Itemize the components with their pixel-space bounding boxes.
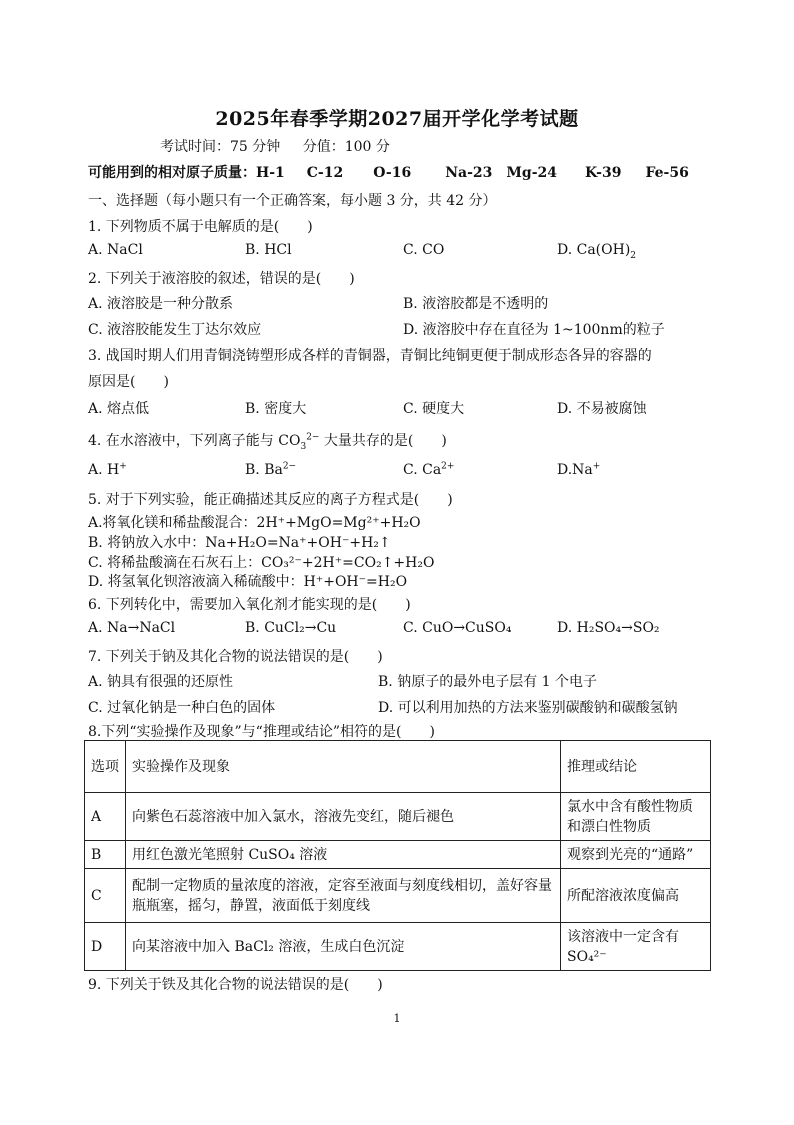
atomic-mass-na: Na-23 bbox=[445, 165, 493, 181]
section-heading: 一、选择题（每小题只有一个正确答案，每小题 3 分，共 42 分） bbox=[88, 193, 497, 209]
q4-option-a-text: A. H bbox=[88, 462, 120, 478]
q4-option-b bbox=[245, 462, 296, 478]
q4-stem-pre: 4. 在水溶液中，下列离子能与 CO bbox=[88, 433, 301, 449]
q2-option-c: C. 液溶胶能发生丁达尔效应 bbox=[88, 322, 262, 338]
q8-stem: 8.下列“实验操作及现象”与“推理或结论”相符的是( ) bbox=[88, 724, 435, 740]
row-option: C bbox=[85, 869, 126, 923]
atomic-mass-o: O-16 bbox=[373, 165, 412, 181]
table-row bbox=[85, 923, 711, 971]
q4-option-b-sup: 2− bbox=[282, 461, 297, 472]
header-operation: 实验操作及现象 bbox=[126, 741, 561, 793]
table-header-row bbox=[85, 741, 711, 793]
q5-option-c: C. 将稀盐酸滴在石灰石上：CO₃²⁻+2H⁺=CO₂↑+H₂O bbox=[88, 555, 435, 571]
atomic-mass-mg: Mg-24 bbox=[506, 165, 557, 181]
q4-option-c-text: C. Ca bbox=[403, 462, 442, 478]
q5-option-a: A.将氧化镁和稀盐酸混合：2H⁺+MgO=Mg²⁺+H₂O bbox=[88, 515, 421, 531]
exam-info bbox=[160, 136, 408, 156]
q1-option-d bbox=[557, 242, 637, 261]
q5-stem: 5. 对于下列实验，能正确描述其反应的离子方程式是( ) bbox=[88, 492, 453, 508]
exam-title: 2025年春季学期2027届开学化学考试题 bbox=[215, 108, 579, 130]
atomic-mass-h: H-1 bbox=[256, 165, 285, 181]
q4-stem bbox=[88, 430, 447, 450]
q1-option-d-text: D. Ca(OH) bbox=[557, 242, 631, 258]
q4-option-c bbox=[403, 462, 454, 478]
row-operation: 向紫色石蕊溶液中加入氯水，溶液先变红，随后褪色 bbox=[126, 793, 561, 841]
q5-option-b: B. 将钠放入水中：Na+H₂O=Na⁺+OH⁻+H₂↑ bbox=[88, 535, 391, 551]
row-option: B bbox=[85, 841, 126, 869]
row-conclusion: 该溶液中一定含有 SO₄²⁻ bbox=[561, 923, 711, 971]
header-option: 选项 bbox=[85, 741, 126, 793]
q7-option-b: B. 钠原子的最外电子层有 1 个电子 bbox=[378, 674, 597, 690]
q4-option-b-text: B. Ba bbox=[245, 462, 283, 478]
q2-option-a: A. 液溶胶是一种分散系 bbox=[88, 296, 234, 312]
q4-stem-post: 大量共存的是( ) bbox=[319, 433, 447, 449]
q2-option-b: B. 液溶胶都是不透明的 bbox=[403, 296, 549, 312]
atomic-mass-c: C-12 bbox=[306, 165, 344, 181]
row-conclusion: 氯水中含有酸性物质和漂白性物质 bbox=[561, 793, 711, 841]
q6-stem: 6. 下列转化中，需要加入氧化剂才能实现的是( ) bbox=[88, 597, 411, 613]
q4-option-d bbox=[557, 462, 600, 478]
exam-score: 分值：100 分 bbox=[302, 139, 390, 155]
q1-option-d-sub: 2 bbox=[630, 250, 637, 261]
q4-stem-sup: 2− bbox=[306, 432, 320, 443]
q3-stem-line2: 原因是( ) bbox=[88, 374, 169, 390]
table-row bbox=[85, 841, 711, 869]
exam-time: 考试时间：75 分钟 bbox=[160, 139, 281, 155]
header-conclusion: 推理或结论 bbox=[561, 741, 711, 793]
q2-option-d: D. 液溶胶中存在直径为 1~100nm的粒子 bbox=[403, 322, 665, 338]
q9-stem: 9. 下列关于铁及其化合物的说法错误的是( ) bbox=[88, 977, 383, 993]
row-option: A bbox=[85, 793, 126, 841]
q2-stem: 2. 下列关于液溶胶的叙述，错误的是( ) bbox=[88, 271, 355, 287]
q1-stem: 1. 下列物质不属于电解质的是( ) bbox=[88, 219, 313, 235]
q1-option-a: A. NaCl bbox=[88, 242, 143, 258]
q4-option-d-sup: + bbox=[592, 461, 601, 472]
q3-option-a: A. 熔点低 bbox=[88, 401, 150, 417]
q3-stem-line1: 3. 战国时期人们用青铜浇铸塑形成各样的青铜器，青铜比纯铜更便于制成形态各异的容器的 bbox=[88, 348, 652, 364]
q3-option-d: D. 不易被腐蚀 bbox=[557, 401, 647, 417]
row-conclusion: 所配溶液浓度偏高 bbox=[561, 869, 711, 923]
q7-option-c: C. 过氧化钠是一种白色的固体 bbox=[88, 700, 276, 716]
page-number: 1 bbox=[393, 1012, 401, 1025]
q1-option-c: C. CO bbox=[403, 242, 445, 258]
q4-option-d-text: D.Na bbox=[557, 462, 593, 478]
row-operation: 配制一定物质的量浓度的溶液，定容至液面与刻度线相切，盖好容量瓶瓶塞，摇匀，静置，液面低于刻度线 bbox=[126, 869, 561, 923]
row-operation: 向某溶液中加入 BaCl₂ 溶液，生成白色沉淀 bbox=[126, 923, 561, 971]
q1-option-b: B. HCl bbox=[245, 242, 292, 258]
atomic-label: 可能用到的相对原子质量： bbox=[88, 165, 256, 181]
q6-option-c: C. CuO→CuSO₄ bbox=[403, 620, 512, 636]
q4-stem-sub: 3 bbox=[300, 441, 307, 452]
atomic-mass-fe: Fe-56 bbox=[645, 165, 689, 181]
q5-option-d: D. 将氢氧化钡溶液滴入稀硫酸中：H⁺+OH⁻=H₂O bbox=[88, 574, 408, 590]
q6-option-d: D. H₂SO₄→SO₂ bbox=[557, 620, 660, 636]
q6-option-b: B. CuCl₂→Cu bbox=[245, 620, 337, 636]
atomic-mass-k: K-39 bbox=[585, 165, 622, 181]
q7-stem: 7. 下列关于钠及其化合物的说法错误的是( ) bbox=[88, 649, 383, 665]
row-conclusion: 观察到光亮的“通路” bbox=[561, 841, 711, 869]
q7-option-d: D. 可以利用加热的方法来鉴别碳酸钠和碳酸氢钠 bbox=[378, 700, 678, 716]
q3-option-c: C. 硬度大 bbox=[403, 401, 465, 417]
row-option: D bbox=[85, 923, 126, 971]
row-operation: 用红色激光笔照射 CuSO₄ 溶液 bbox=[126, 841, 561, 869]
q4-option-a bbox=[88, 462, 127, 478]
q6-option-a: A. Na→NaCl bbox=[88, 620, 176, 636]
q4-option-c-sup: 2+ bbox=[441, 461, 455, 472]
atomic-masses bbox=[88, 162, 689, 182]
q4-option-a-sup: + bbox=[119, 461, 127, 472]
q3-option-b: B. 密度大 bbox=[245, 401, 307, 417]
table-row bbox=[85, 869, 711, 923]
table-row bbox=[85, 793, 711, 841]
experiment-table bbox=[84, 740, 711, 971]
q7-option-a: A. 钠具有很强的还原性 bbox=[88, 674, 234, 690]
